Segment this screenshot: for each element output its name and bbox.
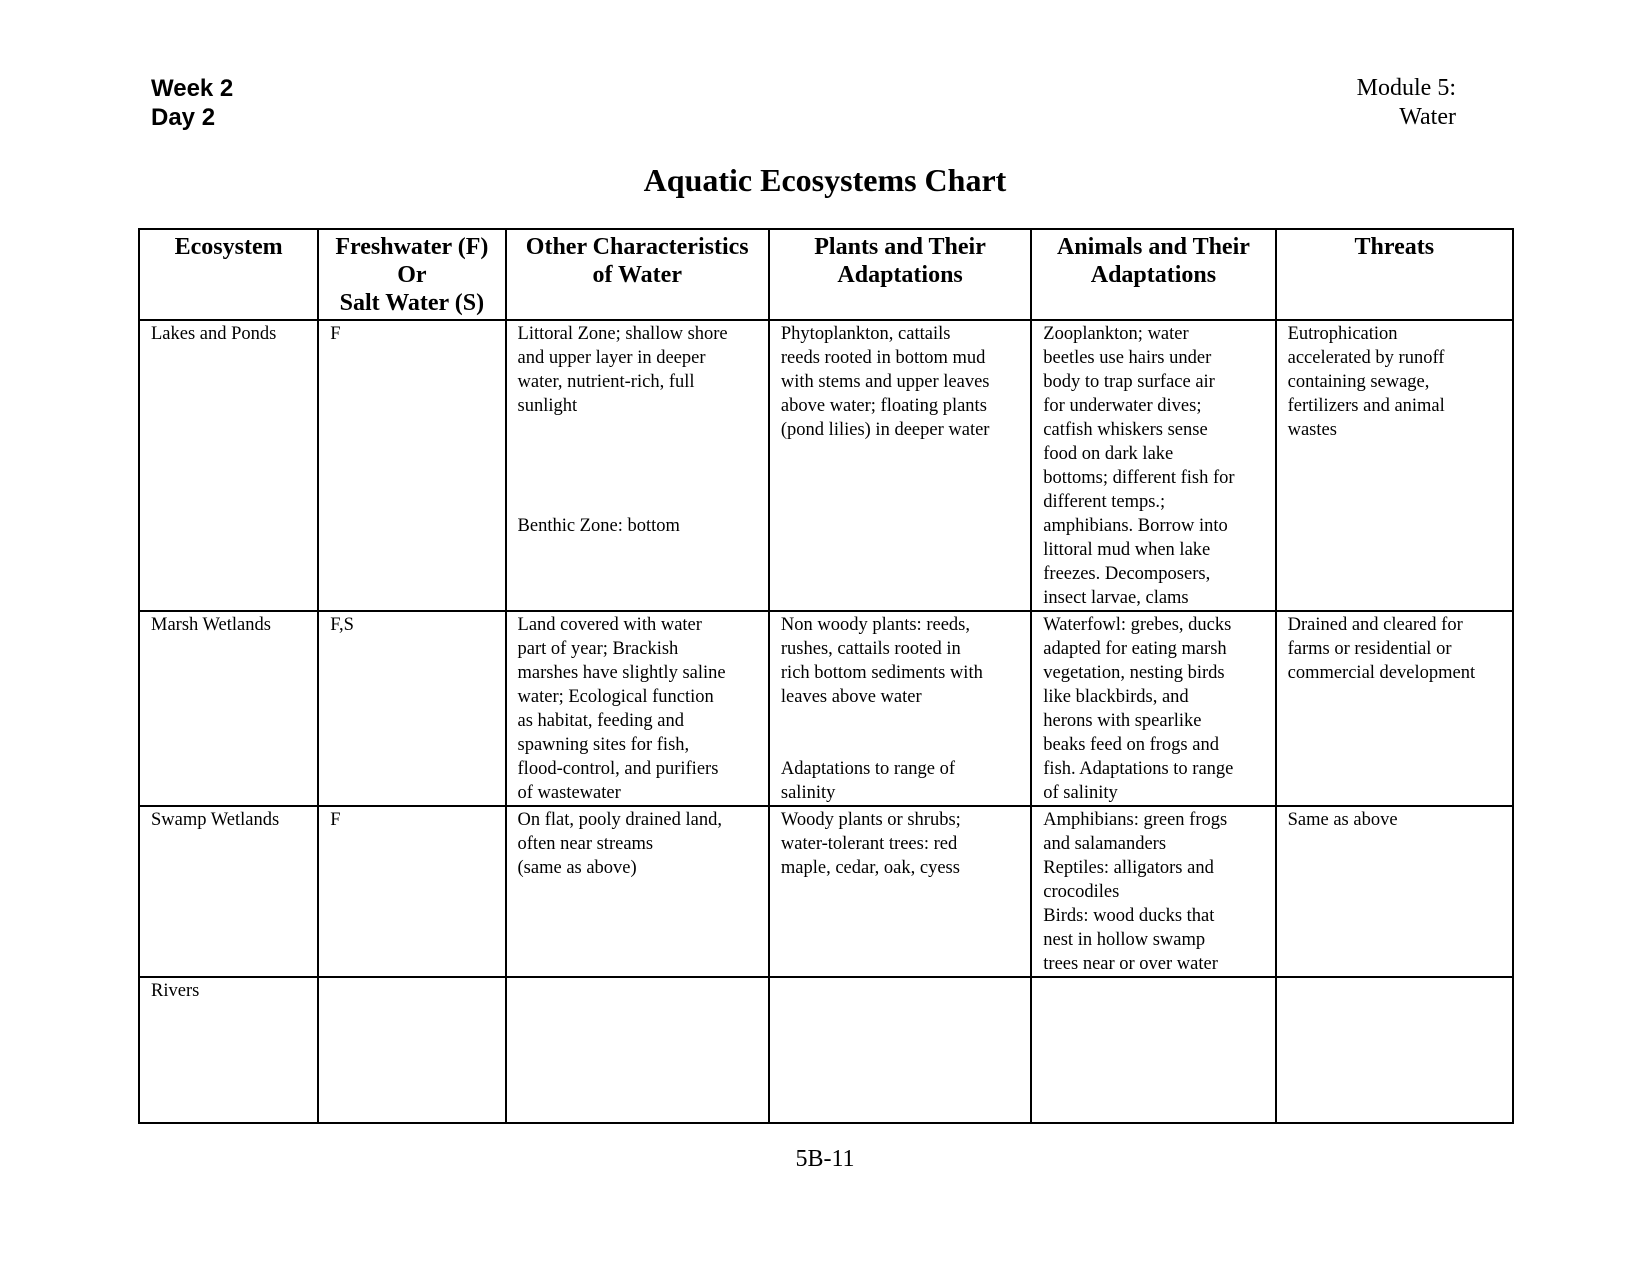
cell-line: water, nutrient-rich, full	[517, 372, 695, 392]
cell-line: beaks feed on frogs and	[1043, 735, 1219, 755]
cell-threats	[1276, 611, 1513, 806]
cell-ecosystem: Swamp Wetlands	[139, 806, 318, 977]
spacer	[781, 733, 1022, 757]
cell-line: freezes. Decomposers,	[1043, 564, 1211, 584]
cell-line: Other Characteristics	[525, 234, 749, 260]
cell-line: Eutrophication	[1287, 324, 1398, 344]
cell-line: wastes	[1287, 420, 1337, 440]
cell-line: flood-control, and purifiers	[517, 759, 719, 779]
cell-line: Adaptations	[837, 262, 963, 288]
cell-line: bottoms; different fish for	[1043, 468, 1235, 488]
cell-ecosystem: Marsh Wetlands	[139, 611, 318, 806]
cell-line: with stems and upper leaves	[780, 372, 990, 392]
cell-line: Amphibians: green frogs	[1043, 810, 1228, 830]
cell-water-type: F	[318, 806, 505, 977]
cell-characteristics	[506, 977, 769, 1123]
cell-line: leaves above water	[780, 687, 922, 707]
cell-line: rich bottom sediments with	[780, 663, 983, 683]
cell-line: Adaptations to range of	[780, 759, 956, 779]
column-header-ecosystem	[139, 229, 318, 320]
cell-line: crocodiles	[1043, 882, 1120, 902]
cell-line: commercial development	[1287, 663, 1476, 683]
page-number: 5B-11	[795, 1146, 855, 1172]
cell-water-type: F,S	[318, 611, 505, 806]
cell-animals	[1031, 611, 1275, 806]
cell-line: Drained and cleared for	[1287, 615, 1463, 635]
cell-line: Plants and Their	[814, 234, 986, 260]
cell-line: fertilizers and animal	[1287, 396, 1445, 416]
cell-line: sunlight	[517, 396, 578, 416]
table-row	[139, 320, 1513, 611]
cell-animals	[1031, 977, 1275, 1123]
cell-line: On flat, pooly drained land,	[517, 810, 722, 830]
module-label	[1357, 74, 1456, 132]
spacer	[518, 418, 760, 442]
cell-line: littoral mud when lake	[1043, 540, 1211, 560]
cell-line: Reptiles: alligators and	[1043, 858, 1214, 878]
cell-ecosystem: Rivers	[139, 977, 318, 1123]
cell-line: herons with spearlike	[1043, 711, 1202, 731]
cell-line: salinity	[780, 783, 836, 803]
cell-threats	[1276, 977, 1513, 1123]
cell-line: (pond lilies) in deeper water	[780, 420, 990, 440]
cell-line: Phytoplankton, cattails	[780, 324, 951, 344]
cell-line: Freshwater (F)	[335, 234, 489, 260]
cell-line: different temps.;	[1043, 492, 1166, 512]
cell-water-type	[318, 977, 505, 1123]
cell-line: and salamanders	[1043, 834, 1167, 854]
cell-line: like blackbirds, and	[1043, 687, 1189, 707]
cell-line: Ecosystem	[174, 234, 283, 260]
cell-line: Same as above	[1287, 810, 1398, 830]
cell-line: insect larvae, clams	[1043, 588, 1189, 608]
cell-threats	[1276, 320, 1513, 611]
cell-line: Or	[397, 262, 427, 288]
cell-line: Land covered with water	[517, 615, 702, 635]
cell-line: spawning sites for fish,	[517, 735, 690, 755]
cell-line: Non woody plants: reeds,	[780, 615, 970, 635]
cell-line: Threats	[1354, 234, 1435, 260]
cell-line: (same as above)	[517, 858, 637, 878]
spacer	[518, 466, 760, 490]
cell-characteristics	[506, 320, 769, 611]
column-header-animals	[1031, 229, 1275, 320]
cell-line: of wastewater	[517, 783, 621, 803]
column-header-characteristics	[506, 229, 769, 320]
cell-line: Zooplankton; water	[1043, 324, 1189, 344]
cell-line: reeds rooted in bottom mud	[780, 348, 986, 368]
cell-line: trees near or over water	[1043, 954, 1218, 974]
cell-line: as habitat, feeding and	[517, 711, 684, 731]
spacer	[781, 709, 1022, 733]
table-header-row	[139, 229, 1513, 320]
module-line-1: Module 5:	[1356, 75, 1456, 101]
week-day-label	[151, 74, 233, 132]
cell-line: maple, cedar, oak, cyess	[780, 858, 960, 878]
column-header-plants	[769, 229, 1031, 320]
cell-line: Littoral Zone; shallow shore	[517, 324, 728, 344]
cell-characteristics	[506, 611, 769, 806]
column-header-water-type	[318, 229, 505, 320]
cell-plants	[769, 977, 1031, 1123]
cell-line: water; Ecological function	[517, 687, 714, 707]
ecosystems-table	[138, 228, 1514, 1124]
spacer	[518, 442, 760, 466]
cell-line: and upper layer in deeper	[517, 348, 706, 368]
cell-line: nest in hollow swamp	[1043, 930, 1206, 950]
cell-line: Adaptations	[1090, 262, 1217, 288]
cell-water-type: F	[318, 320, 505, 611]
cell-line: Woody plants or shrubs;	[780, 810, 961, 830]
module-line-2: Water	[1399, 104, 1456, 130]
table-row	[139, 806, 1513, 977]
week-label: Week 2	[151, 75, 234, 102]
column-header-threats	[1276, 229, 1513, 320]
cell-line: Animals and Their	[1056, 234, 1250, 260]
cell-line: Salt Water (S)	[339, 290, 485, 316]
spacer	[518, 490, 760, 514]
cell-line: water-tolerant trees: red	[780, 834, 958, 854]
cell-line: food on dark lake	[1043, 444, 1174, 464]
cell-animals	[1031, 320, 1275, 611]
cell-line: containing sewage,	[1287, 372, 1430, 392]
table-row	[139, 977, 1513, 1123]
cell-line: marshes have slightly saline	[517, 663, 726, 683]
cell-line: Benthic Zone: bottom	[517, 516, 680, 536]
cell-line: adapted for eating marsh	[1043, 639, 1227, 659]
cell-characteristics	[506, 806, 769, 977]
cell-line: Waterfowl: grebes, ducks	[1043, 615, 1232, 635]
cell-line: catfish whiskers sense	[1043, 420, 1208, 440]
cell-line: of Water	[592, 262, 682, 288]
cell-line: fish. Adaptations to range	[1043, 759, 1234, 779]
table-row	[139, 611, 1513, 806]
cell-line: amphibians. Borrow into	[1043, 516, 1228, 536]
cell-threats	[1276, 806, 1513, 977]
page-title: Aquatic Ecosystems Chart	[643, 162, 1007, 198]
cell-plants	[769, 806, 1031, 977]
cell-plants	[769, 320, 1031, 611]
cell-line: Birds: wood ducks that	[1043, 906, 1215, 926]
cell-line: accelerated by runoff	[1287, 348, 1445, 368]
cell-line: body to trap surface air	[1043, 372, 1215, 392]
cell-line: part of year; Brackish	[517, 639, 679, 659]
day-label: Day 2	[151, 104, 216, 131]
cell-line: rushes, cattails rooted in	[780, 639, 961, 659]
cell-line: farms or residential or	[1287, 639, 1452, 659]
cell-plants	[769, 611, 1031, 806]
cell-animals	[1031, 806, 1275, 977]
cell-line: beetles use hairs under	[1043, 348, 1212, 368]
cell-line: of salinity	[1043, 783, 1118, 803]
cell-line: vegetation, nesting birds	[1043, 663, 1225, 683]
cell-line: for underwater dives;	[1043, 396, 1202, 416]
cell-line: above water; floating plants	[780, 396, 987, 416]
cell-ecosystem: Lakes and Ponds	[139, 320, 318, 611]
cell-line: often near streams	[517, 834, 654, 854]
